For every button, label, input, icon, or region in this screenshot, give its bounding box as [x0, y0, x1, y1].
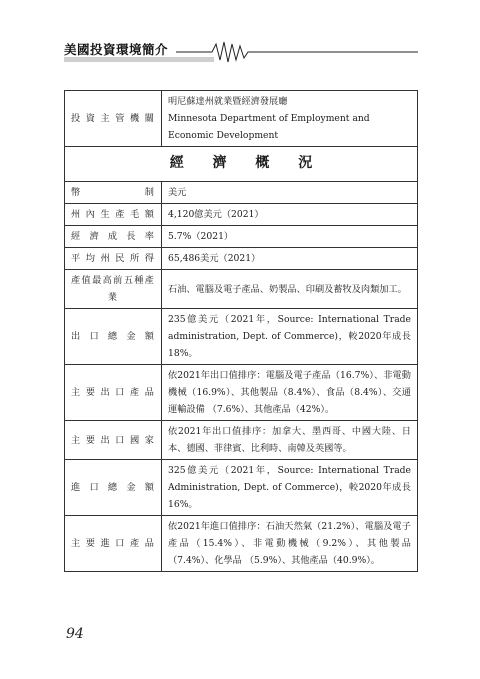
- page-number: 94: [66, 626, 84, 642]
- row-value: [162, 91, 418, 147]
- table-row: [65, 516, 418, 572]
- row-label: 出 口 總 金 額: [65, 309, 162, 365]
- row-value: 美元: [162, 181, 418, 203]
- table-row: [65, 365, 418, 421]
- row-value: 65,486美元（2021）: [162, 247, 418, 269]
- table-row: [65, 309, 418, 365]
- row-value: 325億美元（2021年，Source: International Trade Administration, Dept. of Commerce)，較2020年成長16%。: [162, 460, 418, 516]
- row-value: 235億美元（2021年，Source: International Trade administration, Dept. of Commerce)，較2020年成長18%。: [162, 309, 418, 365]
- row-value: 依2021年進口值排序：石油天然氣（21.2%）、電腦及電子產品（15.4%）、非電動機械（9.2%）、其他製品（7.4%）、化學品 （5.9%）、其他產品（40.9%）。: [162, 516, 418, 572]
- table-row: [65, 225, 418, 247]
- row-label: 幣 制: [65, 181, 162, 203]
- heartbeat-line-icon: [64, 36, 418, 66]
- table-row: [65, 270, 418, 309]
- row-value: 依2021年出口值排序：加拿大、墨西哥、中國大陸、日本、德國、菲律賓、比利時、南韓及英國等。: [162, 421, 418, 460]
- row-label: 經 濟 成 長 率: [65, 225, 162, 247]
- row-label: 主 要 進 口 產 品: [65, 516, 162, 572]
- investment-info-table: [64, 90, 418, 572]
- table-row: [65, 181, 418, 203]
- row-value: 5.7%（2021）: [162, 225, 418, 247]
- row-label: 平 均 州 民 所 得: [65, 247, 162, 269]
- row-value: 4,120億美元（2021）: [162, 203, 418, 225]
- header-title: 美國投資環境簡介: [64, 42, 169, 57]
- section-header-row: [65, 147, 418, 182]
- table-row: [65, 421, 418, 460]
- agency-name-en: Minnesota Department of Employment and Economic Development: [168, 113, 370, 142]
- section-title: 經 濟 概 況: [65, 147, 418, 182]
- row-label: 投 資 主 管 機 關: [65, 91, 162, 147]
- table-row: [65, 203, 418, 225]
- table-row: [65, 460, 418, 516]
- table-row: [65, 247, 418, 269]
- row-label: 主 要 出 口 產 品: [65, 365, 162, 421]
- row-label: 主 要 出 口 國 家: [65, 421, 162, 460]
- table-row: [65, 91, 418, 147]
- row-label: 州 內 生 產 毛 額: [65, 203, 162, 225]
- row-value: 石油、電腦及電子產品、奶製品、印刷及蓄牧及肉類加工。: [162, 270, 418, 309]
- row-label: 進 口 總 金 額: [65, 460, 162, 516]
- row-label: 產值最高前五種產業: [65, 270, 162, 309]
- running-header: [64, 36, 418, 66]
- row-value: 依2021年出口值排序：電腦及電子產品（16.7%）、非電動機械（16.9%）、其他製品（8.4%）、食品（8.4%）、交通運輸設備 （7.6%）、其他產品（42%）。: [162, 365, 418, 421]
- agency-name-zh: 明尼蘇達州就業暨經濟發展廳: [168, 96, 288, 107]
